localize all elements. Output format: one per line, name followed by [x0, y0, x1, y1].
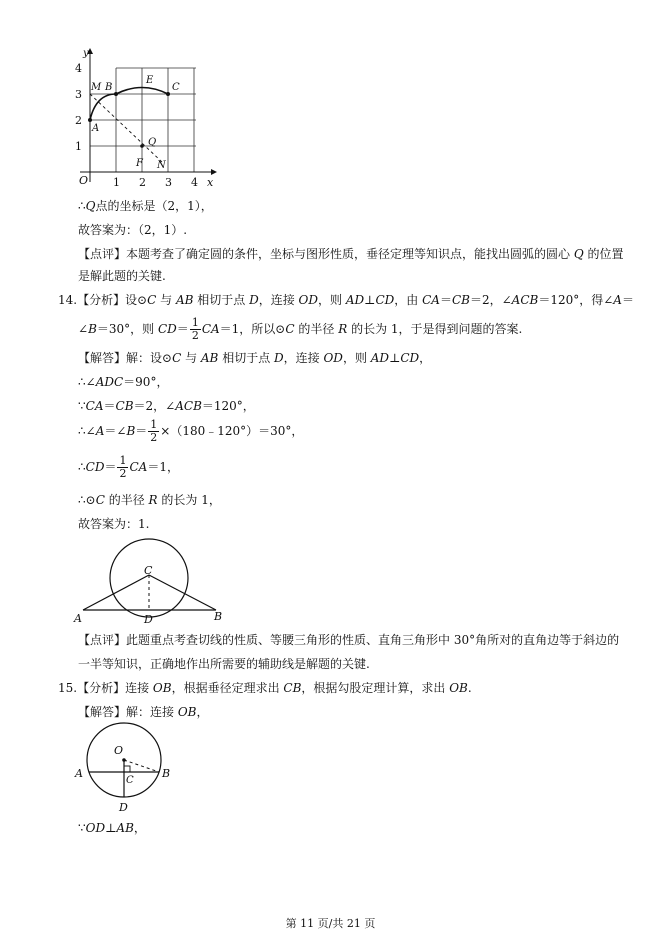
- chord-circle-figure: [70, 720, 185, 815]
- q14-solution-line3: ∵CA＝CB＝2，∠ACB＝120°，: [78, 399, 255, 413]
- point-a-label: A: [74, 612, 82, 625]
- x-axis-label: x: [207, 176, 214, 189]
- point-d-label: D: [119, 801, 128, 814]
- answer-line-q: ∴Q点的坐标是（2，1），: [78, 199, 213, 213]
- y-tick-1: 1: [75, 140, 82, 153]
- point-c-label: C: [144, 564, 153, 577]
- x-tick-3: 3: [165, 176, 172, 189]
- answer-line-final: 故答案为：（2，1）.: [78, 223, 188, 237]
- point-m-label: M: [91, 82, 102, 93]
- q15-analysis: 15.【分析】连接 OB，根据垂径定理求出 CB，根据勾股定理计算，求出 OB.: [58, 681, 472, 695]
- coordinate-grid-figure: [70, 42, 230, 192]
- point-f-label: F: [136, 158, 143, 169]
- q15-solution-line2: ∵OD⊥AB，: [78, 821, 146, 835]
- y-tick-2: 2: [75, 114, 82, 127]
- q14-analysis-line2: ∠B＝30°，则 CD＝ $\frac{1}{2}$ CA＝1，所以⊙C 的半径 R 的长为 1，于是得到问题的答案.: [78, 316, 523, 342]
- q14-review-line2: 一半等知识，正确地作出所需要的辅助线是解题的关键.: [78, 657, 370, 671]
- q14-solution-line5: ∴CD＝ $\frac{1}{2}$ CA＝1，: [78, 454, 179, 480]
- arc-curve: [90, 88, 168, 121]
- point-e-label: E: [146, 75, 154, 86]
- point-o-label: O: [114, 744, 124, 757]
- point-c-label: C: [126, 775, 134, 786]
- review-13-line2: 是解此题的关键.: [78, 269, 166, 283]
- fraction-one-half: $\frac{1}{2}$: [119, 454, 127, 480]
- y-tick-4: 4: [75, 62, 82, 75]
- q14-solution-line1: 【解答】解：设⊙C 与 AB 相切于点 D，连接 OD，则 AD⊥CD，: [78, 351, 432, 365]
- point-c-label: C: [172, 82, 180, 93]
- fraction-one-half: $\frac{1}{2}$: [191, 316, 199, 342]
- point-a-label: A: [75, 767, 83, 780]
- tangent-circle-figure: [70, 532, 240, 627]
- q15-solution-line1: 【解答】解：连接 OB，: [78, 705, 209, 719]
- x-tick-2: 2: [139, 176, 146, 189]
- x-tick-1: 1: [113, 176, 120, 189]
- q14-solution-line4: ∴∠A＝∠B＝ $\frac{1}{2}$ ×（180﹣120°）＝30°，: [78, 418, 304, 444]
- q14-solution-line6: ∴⊙C 的半径 R 的长为 1，: [78, 493, 221, 507]
- point-q-label: Q: [148, 137, 157, 148]
- page-footer: 第 11 页/共 21 页: [285, 917, 376, 930]
- fraction-one-half: $\frac{1}{2}$: [150, 418, 158, 444]
- q14-review-line1: 【点评】此题重点考查切线的性质、等腰三角形的性质、直角三角形中 30°角所对的直角边等于斜边的: [78, 633, 620, 647]
- y-axis-label: y: [83, 48, 89, 59]
- point-b-label: B: [214, 610, 223, 623]
- point-b-label: B: [162, 767, 171, 780]
- y-tick-3: 3: [75, 88, 82, 101]
- q14-analysis-line1: 14.【分析】设⊙C 与 AB 相切于点 D，连接 OD，则 AD⊥CD，由 CA＝CB＝2，∠ACB＝120°，得∠A＝: [58, 293, 634, 307]
- q14-solution-line2: ∴∠ADC＝90°，: [78, 375, 169, 389]
- review-13-line1: 【点评】本题考查了确定圆的条件，坐标与图形性质，垂径定理等知识点，能找出圆弧的圆心 Q 的位置: [78, 247, 624, 261]
- point-d-label: D: [144, 613, 153, 626]
- point-b-label: B: [105, 82, 113, 93]
- point-a-label: A: [92, 123, 100, 134]
- dashed-line: [90, 94, 162, 162]
- q14-solution-answer: 故答案为：1.: [78, 517, 150, 531]
- origin-label: O: [79, 174, 89, 187]
- point-n-label: N: [157, 160, 166, 171]
- x-tick-4: 4: [191, 176, 198, 189]
